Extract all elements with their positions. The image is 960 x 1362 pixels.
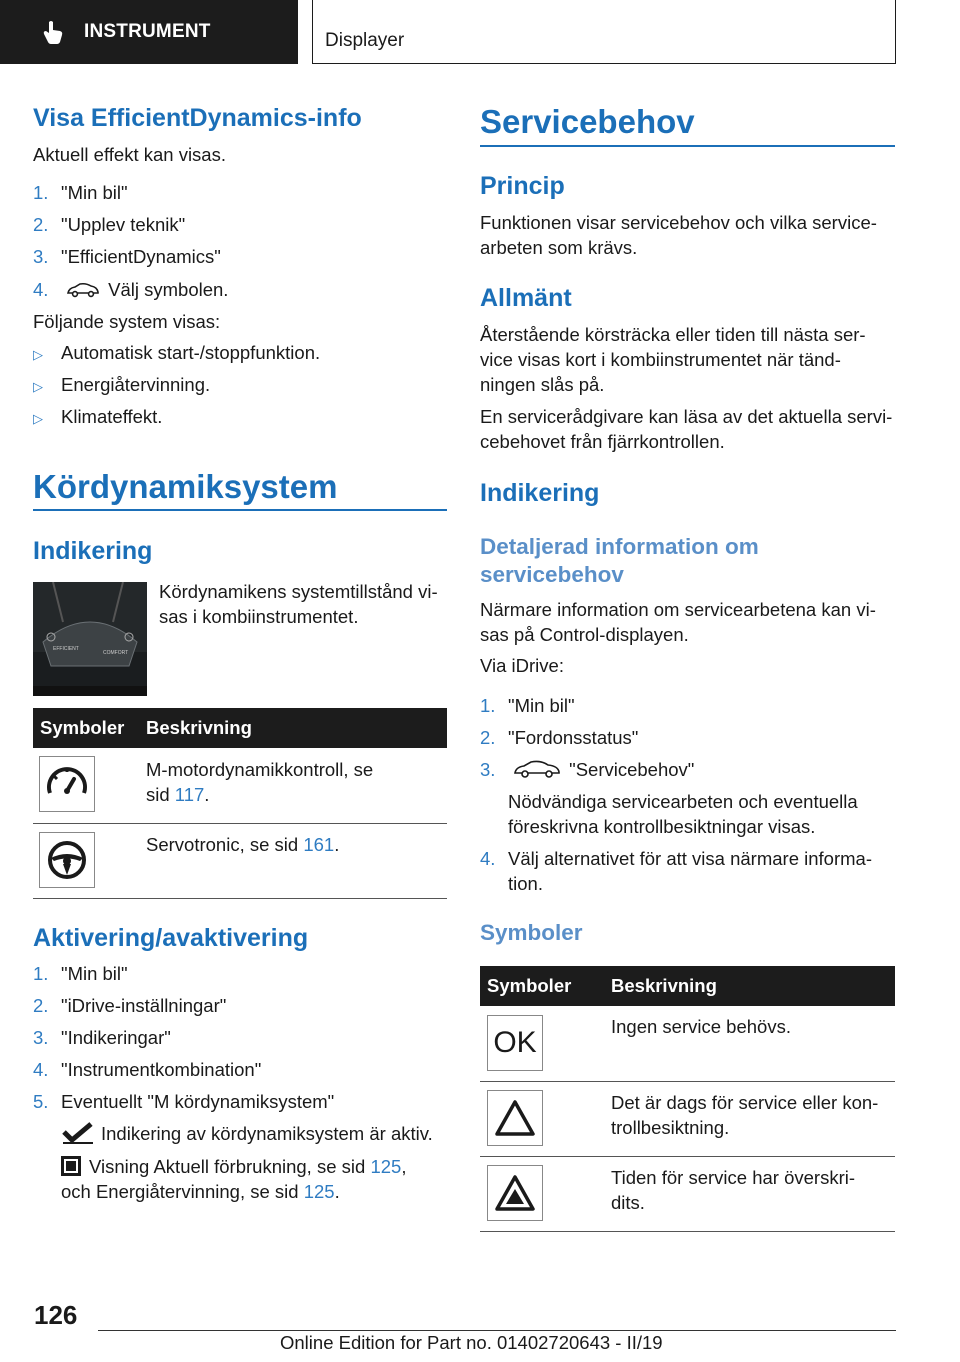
filled-square-icon (61, 1156, 81, 1176)
service-row3-2: dits. (611, 1192, 645, 1213)
gauge-icon (44, 761, 90, 807)
bullet-triangle-icon: ▷ (33, 347, 43, 362)
row2-description: Servotronic, se sid 161. (146, 834, 340, 855)
allmant-text-1: Återstående körsträcka eller tiden till nästa ser- (480, 324, 866, 345)
list-item: 2. "Fordonsstatus" (480, 727, 639, 748)
indikering-text-1: Kördynamikens systemtillstånd vi- (159, 581, 438, 602)
checkmark-icon (61, 1122, 95, 1144)
list-item: ▷ Klimateffekt. (33, 404, 162, 431)
table-divider (480, 1081, 895, 1082)
allmant-text-4: En servicerådgivare kan läsa av det aktuella servi- (480, 406, 893, 427)
heading-rule (480, 145, 895, 147)
table-divider (33, 823, 447, 824)
chapter-title: INSTRUMENT (84, 21, 211, 42)
service-row2-2: trollbesiktning. (611, 1117, 730, 1138)
dashboard-label-efficient: EFFICIENT (53, 646, 79, 652)
section-title: Displayer (325, 30, 405, 51)
servotronic-symbol (39, 832, 95, 888)
detail-text-2: sas på Control-displayen. (480, 624, 689, 645)
box-note-cont: och Energiåtervinning, se sid 125. (61, 1181, 340, 1202)
col-header-symbols: Symboler (487, 975, 572, 996)
page-link-161[interactable]: 161 (303, 834, 335, 855)
page-number: 126 (34, 1300, 78, 1330)
detail-text-1: Närmare information om servicearbetena kan vi- (480, 599, 876, 620)
princip-text-2: arbeten som krävs. (480, 237, 638, 258)
heading-rule (33, 509, 447, 511)
allmant-text-2: vice visas kort i kombiinstrumentet när tänd- (480, 349, 841, 370)
step3-sub-2: föreskrivna kontrollbesiktningar visas. (508, 816, 816, 837)
indikering-text-2: sas i kombiinstrumentet. (159, 606, 359, 627)
table-divider (480, 1156, 895, 1157)
list-item: ▷ Energiåtervinning. (33, 372, 210, 399)
row1-description: M-motordynamikkontroll, se sid 117. (146, 759, 374, 805)
dashboard-label-comfort: COMFORT (103, 650, 129, 656)
list-item: 1. "Min bil" (480, 695, 575, 716)
service-row2-1: Det är dags för service eller kon- (611, 1092, 879, 1113)
allmant-text-5: cebehovet från fjärrkontrollen. (480, 431, 725, 452)
page-link-125b[interactable]: 125 (303, 1181, 335, 1202)
efficient-intro: Aktuell effekt kan visas. (33, 144, 226, 165)
symboler-heading: Symboler (480, 920, 583, 945)
step3-sub-1: Nödvändiga servicearbeten och eventuella (508, 791, 858, 812)
service-table-header (480, 966, 895, 1006)
page-link-117[interactable]: 117 (174, 784, 205, 805)
list-item: 2. "Upplev teknik" (33, 214, 186, 235)
dashboard-illustration (33, 582, 147, 696)
list-item: 4. Välj alternativet för att visa närmare informa- (480, 848, 872, 869)
princip-heading: Princip (480, 172, 565, 200)
col-header-symbols: Symboler (40, 717, 125, 738)
indikering-heading-right: Indikering (480, 479, 600, 507)
princip-text-1: Funktionen visar servicebehov och vilka service- (480, 212, 877, 233)
warning-filled-triangle-icon (493, 1173, 537, 1213)
warning-outline-symbol (487, 1090, 543, 1146)
allmant-heading: Allmänt (480, 284, 572, 312)
bullet-triangle-icon: ▷ (33, 411, 43, 426)
hand-pointer-icon (40, 19, 66, 45)
list-item: 4. "Instrumentkombination" (33, 1059, 262, 1080)
bullet-triangle-icon: ▷ (33, 379, 43, 394)
service-row3-1: Tiden för service har överskri- (611, 1167, 855, 1188)
list-item: 1. "Min bil" (33, 182, 128, 203)
list-item: ▷ Automatisk start-/stoppfunktion. (33, 340, 320, 367)
symbol-table-header (33, 708, 447, 748)
page-link-125[interactable]: 125 (370, 1156, 402, 1177)
aktivering-heading: Aktivering/avaktivering (33, 924, 309, 952)
section-tab (312, 0, 896, 64)
following-text: Följande system visas: (33, 311, 221, 332)
detail-heading-1: Detaljerad information om (480, 534, 759, 559)
dashboard-image (33, 582, 147, 696)
table-divider (33, 898, 447, 899)
warning-filled-symbol (487, 1165, 543, 1221)
table-divider (480, 1231, 895, 1232)
chapter-tab (0, 0, 298, 64)
list-item: 2. "iDrive-inställningar" (33, 995, 227, 1016)
list-item: 1. "Min bil" (33, 963, 128, 984)
m-dynamic-symbol (39, 756, 95, 812)
via-text: Via iDrive: (480, 655, 564, 676)
ok-icon: OK (493, 1026, 537, 1059)
car-icon (66, 282, 100, 298)
kordynamik-heading: Kördynamiksystem (33, 468, 338, 505)
car-icon (513, 759, 561, 779)
allmant-text-3: ningen slås på. (480, 374, 605, 395)
edition-text: Online Edition for Part no. 01402720643 - II/19 (280, 1332, 663, 1353)
footer-rule (98, 1330, 896, 1331)
warning-triangle-icon (493, 1098, 537, 1138)
step4-cont: tion. (508, 873, 543, 894)
steering-wheel-icon (44, 837, 90, 883)
service-row1: Ingen service behövs. (611, 1016, 791, 1037)
list-item: 3. "EfficientDynamics" (33, 246, 221, 267)
list-item: 5. Eventuellt "M kördynamiksystem" (33, 1091, 335, 1112)
efficient-heading: Visa EfficientDynamics-info (33, 104, 362, 132)
detail-heading-2: servicebehov (480, 562, 624, 587)
servicebehov-heading: Servicebehov (480, 103, 695, 140)
list-item: 3. "Indikeringar" (33, 1027, 171, 1048)
col-header-description: Beskrivning (146, 717, 252, 738)
list-item: 3. "Servicebehov" (480, 759, 695, 780)
col-header-description: Beskrivning (611, 975, 717, 996)
ok-symbol (487, 1015, 543, 1071)
list-item: 4. Välj symbolen. (33, 279, 229, 300)
check-note: Indikering av kördynamiksystem är aktiv. (61, 1121, 433, 1146)
box-note: Visning Aktuell förbrukning, se sid 125, (61, 1154, 406, 1179)
indikering-heading: Indikering (33, 537, 153, 565)
